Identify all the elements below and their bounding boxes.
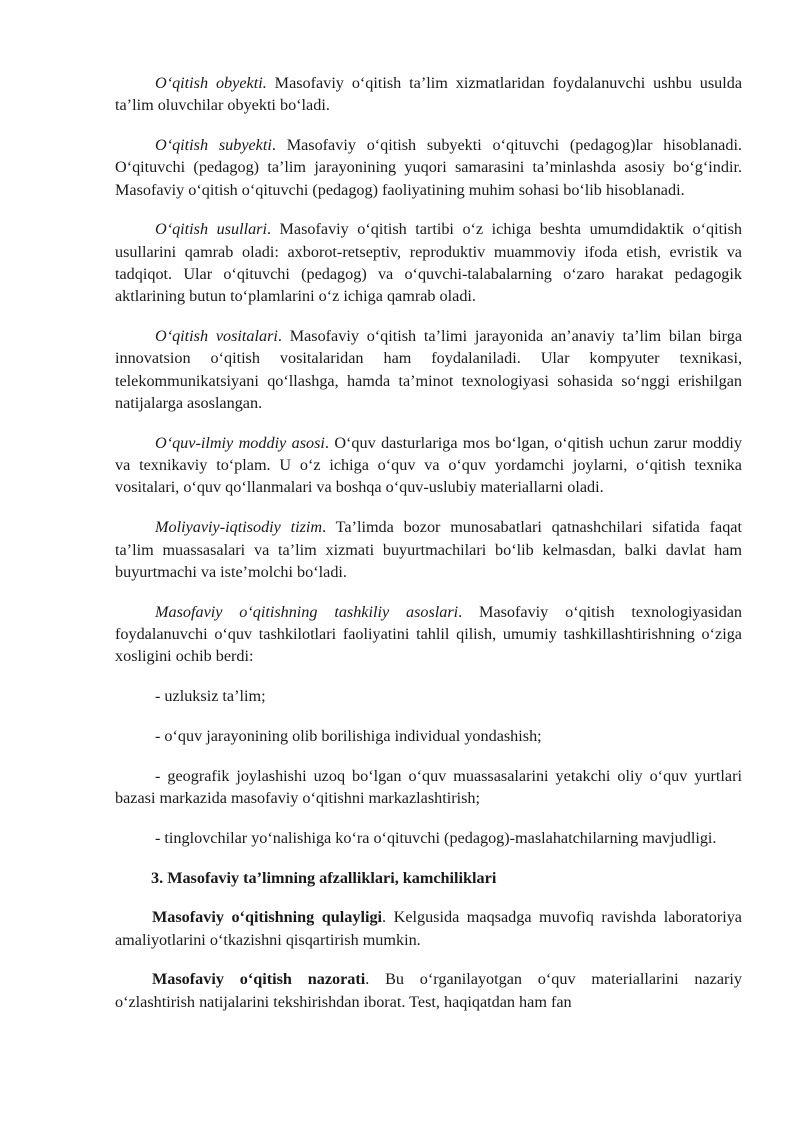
text-learning-subject: . Masofaviy o‘qitish subyekti o‘qituvchi (pedagog)lar hisoblanadi. O‘qituvchi (pedagog) ta’lim jarayonining yuqori samarasini ta’minlashda asosiy bo‘g‘indir. Masofaviy o‘qitish o‘qituvchi (pedagog) faoliyatining muhim sohasi bo‘lib hisoblanadi. [115,136,742,199]
term-learning-object: O‘qitish obyekti. [155,74,267,92]
paragraph-teaching-methods [115,218,742,307]
paragraph-learning-subject [115,134,742,201]
list-item: - o‘quv jarayonining olib borilishiga individual yondashish; [155,726,542,745]
paragraph-control [115,968,742,1013]
text-teaching-methods: . Masofaviy o‘qitish tartibi o‘z ichiga beshta umumdidaktik o‘qitish usullarini qamrab oladi: axborot-retseptiv, reproduktiv muammoviy ifoda etish, evristik va tadqiqot. Ular o‘qituvchi (pedagog) va o‘quvchi-talabalarning o‘zaro harakat pedagogik aktlarining butun to‘plamlarini o‘z ichiga qamrab oladi. [115,220,742,306]
paragraph-financial-system [115,516,742,583]
term-financial-system: Moliyaviy-iqtisodiy tizim [155,518,323,537]
text-organizational-basis: . Masofaviy o‘qitish texnologiyasidan foydalanuvchi o‘quv tashkilotlari faoliyatini tahlil qilish, umumiy tashkillashtirishning o‘ziga xosligini ochib berdi: [115,602,742,666]
text-learning-object: Masofaviy o‘qitish ta’lim xizmatlaridan foydalanuvchi ushbu usulda ta’lim oluvchilar obyekti bo‘ladi. [115,74,743,115]
term-control: Masofaviy o‘qitish nazorati [152,970,366,989]
term-organizational-basis: Masofaviy o‘qitishning tashkiliy asoslari [155,602,459,621]
text-financial-system: . Ta’limda bozor munosabatlari qatnashchilari sifatida faqat ta’lim muassasalari va ta’lim xizmati buyurtmachilari bo‘lib kelmasdan, balki davlat ham buyurtmachi va iste’molchi bo‘ladi. [115,518,742,581]
text-material-base: . O‘quv dasturlariga mos bo‘lgan, o‘qitish uchun zarur moddiy va texnikaviy to‘plam. U o‘z ichiga o‘quv va o‘quv yordamchi joylarni, o‘qitish texnika vositalari, o‘quv qo‘llanmalari va boshqa o‘quv-uslubiy materiallarni oladi. [115,433,742,497]
text-teaching-tools: . Masofaviy o‘qitish ta’limi jarayonida an’anaviy ta’lim bilan birga innovatsion o‘qitish vositalaridan ham foydalaniladi. Ular kompyuter texnikasi, telekommunikatsiyani qo‘llashga, hamda ta’minot texnologiyasi sohasida so‘nggi erishilgan natijalarga asoslangan. [115,327,742,413]
list-item: - geografik joylashishi uzoq bo‘lgan o‘quv muassasalarini yetakchi oliy o‘quv yurtlari bazasi markazida masofaviy o‘qitishni markazlashtirish; [115,766,742,807]
paragraph-material-base [115,432,742,499]
text-control: . Bu o‘rganilayotgan o‘quv materiallarini nazariy o‘zlashtirish natijalarini tekshirishdan iborat. Test, haqiqatdan ham fan [115,970,742,1011]
paragraph-teaching-tools [115,325,742,414]
list-item: - uzluksiz ta’lim; [155,687,266,706]
text-convenience: . Kelgusida maqsadga muvofiq ravishda laboratoriya amaliyotlarini o‘tkazishni qisqartirish mumkin. [115,908,742,949]
paragraph-convenience [115,906,742,951]
term-teaching-methods: O‘qitish usullari [155,220,267,239]
paragraph-organizational-basis [115,601,742,668]
term-learning-subject: O‘qitish subyekti [155,136,272,155]
list-item: - tinglovchilar yo‘nalishiga ko‘ra o‘qituvchi (pedagog)-maslahatchilarning mavjudligi. [155,828,717,847]
term-material-base: O‘quv-ilmiy moddiy asosi [155,433,325,452]
term-teaching-tools: O‘qitish vositalari [155,327,278,346]
section-heading: 3. Masofaviy ta’limning afzalliklari, kamchiliklari [151,868,497,887]
term-convenience: Masofaviy o‘qitishning qulayligi [152,908,383,927]
document-page [115,72,742,1031]
paragraph-learning-object [115,72,742,117]
